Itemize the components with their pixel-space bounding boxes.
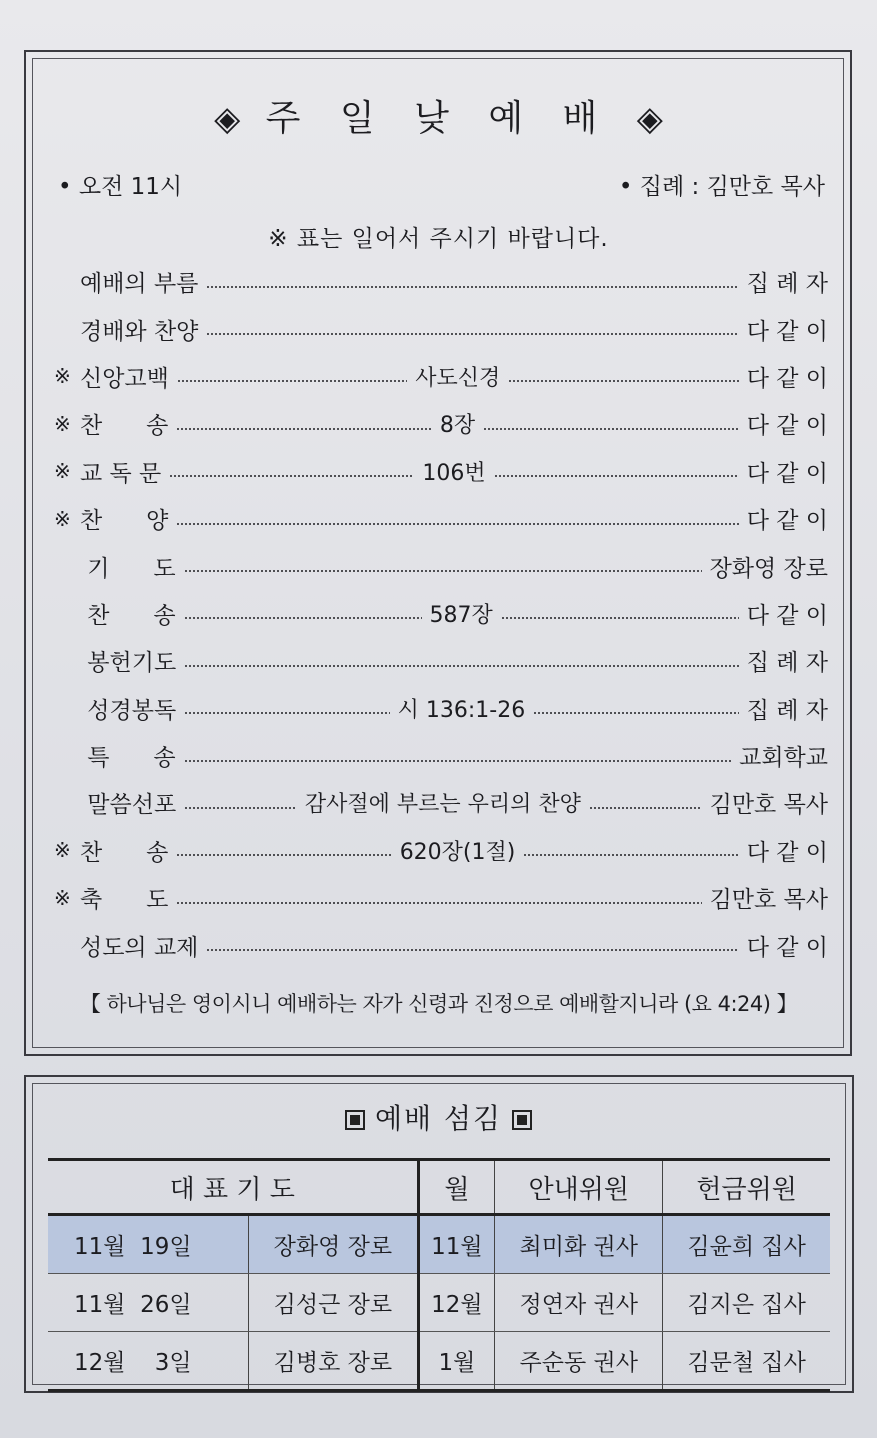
diamond-icon: ◈ <box>636 99 663 139</box>
prayer-date: 11월 26일 <box>48 1274 249 1332</box>
order-item-label: 교 독 문 <box>80 460 162 487</box>
usher-name: 정연자 권사 <box>495 1274 663 1332</box>
order-item <box>54 353 828 400</box>
duty-month: 11월 <box>418 1215 495 1274</box>
header-month: 월 <box>418 1160 495 1215</box>
dot-leader <box>589 807 702 809</box>
header-prayer: 대 표 기 도 <box>48 1160 418 1215</box>
order-item-leader: 김만호 목사 <box>709 887 828 914</box>
order-item-label: 예배의 부름 <box>80 271 199 298</box>
dot-leader <box>184 570 702 572</box>
order-item-leader: 다 같 이 <box>746 365 829 392</box>
order-item-leader: 다 같 이 <box>746 413 828 440</box>
dot-leader <box>206 333 738 335</box>
order-item <box>54 448 828 495</box>
table-row <box>48 1274 830 1332</box>
order-item-label: 신앙고백 <box>80 365 169 392</box>
dot-leader <box>184 760 732 762</box>
worship-title-text: 주 일 낮 예 배 <box>265 98 612 139</box>
order-item-leader: 김만호 목사 <box>709 792 829 819</box>
order-item <box>54 305 828 352</box>
order-item-label: 성경봉독 <box>80 697 177 724</box>
order-item-detail: 사도신경 <box>415 365 501 391</box>
dot-leader <box>177 380 407 382</box>
dot-leader <box>184 807 297 809</box>
order-item-label: 봉헌기도 <box>80 650 177 677</box>
order-item-detail: 감사절에 부르는 우리의 찬양 <box>304 792 581 818</box>
order-item-label: 찬 송 <box>80 602 176 629</box>
dot-leader <box>184 617 422 619</box>
order-item-detail: 106번 <box>422 460 486 486</box>
prayer-date: 12월 3일 <box>48 1332 249 1391</box>
order-item-leader: 다 같 이 <box>746 318 828 345</box>
order-item <box>54 400 828 447</box>
order-item-leader: 다 같 이 <box>746 460 828 487</box>
standing-mark: ※ <box>54 838 71 863</box>
prayer-leader: 김병호 장로 <box>249 1332 418 1391</box>
order-item-label: 찬 송 <box>80 839 169 866</box>
order-item <box>54 779 828 826</box>
duty-month: 12월 <box>418 1274 495 1332</box>
square-bullet-icon <box>345 1110 365 1130</box>
scripture-verse: 【 하나님은 영이시니 예배하는 자가 신령과 진정으로 예배할지니라 (요 4:24) 】 <box>79 992 798 1016</box>
dot-leader <box>169 475 414 477</box>
order-of-service <box>54 258 828 969</box>
dot-leader <box>508 380 738 382</box>
dot-leader <box>206 286 738 288</box>
table-header-row <box>48 1160 830 1215</box>
prayer-leader: 장화영 장로 <box>249 1215 418 1274</box>
dot-leader <box>533 712 738 714</box>
worship-time: • 오전 11시 <box>58 174 183 200</box>
offering-name: 김윤희 집사 <box>663 1215 830 1274</box>
dot-leader <box>176 523 738 525</box>
dot-leader <box>176 854 391 856</box>
order-item-label: 찬 양 <box>80 508 169 535</box>
order-item <box>54 495 828 542</box>
standing-notice: ※ 표는 일어서 주시기 바랍니다. <box>268 226 609 252</box>
dot-leader <box>184 665 739 667</box>
dot-leader <box>501 617 739 619</box>
order-item-leader: 다 같 이 <box>746 934 828 961</box>
servers-title-text: 예배 섬김 <box>374 1102 503 1135</box>
order-item-label: 축 도 <box>80 887 169 914</box>
order-item <box>54 685 828 732</box>
offering-name: 김문철 집사 <box>663 1332 830 1391</box>
order-item-detail: 시 136:1-26 <box>397 697 526 723</box>
order-item <box>54 827 828 874</box>
order-item-detail: 620장(1절) <box>399 839 516 865</box>
diamond-icon: ◈ <box>214 99 241 139</box>
dot-leader <box>483 428 739 430</box>
order-item <box>54 921 828 968</box>
order-item-leader: 교회학교 <box>739 745 828 772</box>
order-item-leader: 집 례 자 <box>746 650 828 677</box>
usher-name: 최미화 권사 <box>495 1215 663 1274</box>
order-item-label: 특 송 <box>80 745 176 772</box>
order-item-label: 말씀선포 <box>80 792 177 819</box>
dot-leader <box>184 712 389 714</box>
dot-leader <box>206 949 738 951</box>
dot-leader <box>176 902 701 904</box>
standing-mark: ※ <box>54 459 71 484</box>
order-item-label: 성도의 교제 <box>80 934 199 961</box>
order-item <box>54 732 828 779</box>
offering-name: 김지은 집사 <box>663 1274 830 1332</box>
order-item <box>54 637 828 684</box>
order-item-leader: 장화영 장로 <box>709 555 828 582</box>
order-item-leader: 다 같 이 <box>746 508 828 535</box>
prayer-date: 11월 19일 <box>48 1215 249 1274</box>
table-row <box>48 1332 830 1391</box>
order-item <box>54 590 828 637</box>
standing-mark: ※ <box>54 364 71 389</box>
order-item-leader: 집 례 자 <box>746 697 828 724</box>
header-usher: 안내위원 <box>495 1160 663 1215</box>
order-item <box>54 258 828 305</box>
usher-name: 주순동 권사 <box>495 1332 663 1391</box>
order-item-leader: 다 같 이 <box>746 602 828 629</box>
servers-table <box>48 1158 830 1392</box>
standing-mark: ※ <box>54 506 71 531</box>
square-bullet-icon <box>512 1110 532 1130</box>
order-item <box>54 874 828 921</box>
dot-leader <box>523 854 738 856</box>
dot-leader <box>494 475 739 477</box>
standing-mark: ※ <box>54 411 71 436</box>
order-item-leader: 집 례 자 <box>746 271 828 298</box>
order-item-leader: 다 같 이 <box>746 839 829 866</box>
standing-mark: ※ <box>54 885 71 910</box>
order-item-detail: 8장 <box>439 413 476 439</box>
order-item-label: 기 도 <box>80 555 176 582</box>
table-row <box>48 1215 830 1274</box>
header-offering: 헌금위원 <box>663 1160 830 1215</box>
prayer-leader: 김성근 장로 <box>249 1274 418 1332</box>
order-item-label: 찬 송 <box>80 413 169 440</box>
worship-title <box>0 90 877 141</box>
order-item-label: 경배와 찬양 <box>80 318 199 345</box>
order-item <box>54 542 828 589</box>
worship-presider: • 집례 : 김만호 목사 <box>618 174 825 200</box>
dot-leader <box>176 428 432 430</box>
duty-month: 1월 <box>418 1332 495 1391</box>
servers-title <box>0 1097 877 1137</box>
order-item-detail: 587장 <box>429 602 493 628</box>
